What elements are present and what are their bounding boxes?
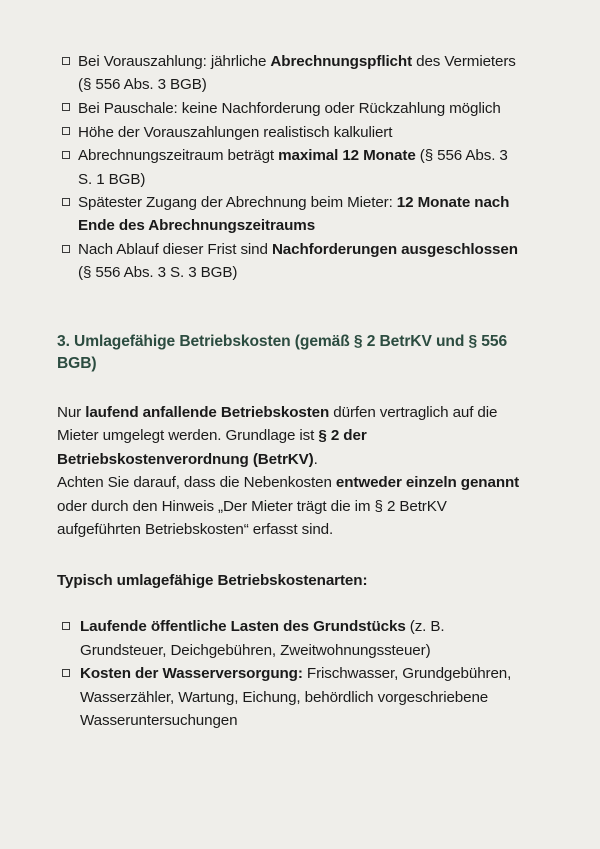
bottom-kosten-wasserversorgung-run-1: Frischwasser, Grundgebühren, Wasserzähler, Wartung, Eichung, behördlich vorgeschriebene Wasseruntersuchungen [80,665,512,729]
bottom-laufende-oeffentliche-lasten-run-1: (z. B. Grundsteuer, Deichgebühren, Zweitwohnungssteuer) [80,618,445,659]
top-abrechnungszeitraum-12-monate-run-1: maximal 12 Monate [278,147,416,165]
empty-checkbox-icon[interactable] [62,127,70,135]
top-abrechnungszeitraum-12-monate-run-0: Abrechnungszeitraum beträgt [78,147,279,165]
bottom-checklist [57,615,525,732]
spacer-after-paragraph [57,541,525,570]
top-pauschale-keine-nachforderung-run-0: Bei Pauschale: keine Nachforderung oder Rückzahlung möglich [78,99,501,117]
paragraph-run-3: § 2 der Betriebskostenverordnung (BetrKV) [57,427,367,468]
top-checklist [57,50,525,285]
checklist-item[interactable] [57,191,525,237]
checklist-item[interactable] [57,50,525,96]
spacer-after-heading [57,375,525,401]
top-abrechnungszeitraum-12-monate-run-2: (§ 556 Abs. 3 S. 1 BGB) [78,147,508,188]
top-nachforderungen-ausgeschlossen-run-1: Nachforderungen ausgeschlossen [271,241,518,259]
checklist-item-label [78,194,509,234]
checklist-item[interactable] [57,97,525,120]
spacer-after-subheading [57,592,525,615]
top-nachforderungen-ausgeschlossen-run-2: (§ 556 Abs. 3 S. 3 BGB) [78,264,238,282]
top-hoehe-vorauszahlungen-run-0: Höhe der Vorauszahlungen realistisch kalkuliert [78,123,393,141]
empty-checkbox-icon[interactable] [62,103,70,111]
checklist-item-label [80,665,511,728]
section-heading: 3. Umlagefähige Betriebskosten (gemäß § 2 BetrKV und § 556 BGB) [57,333,508,373]
paragraph-run-6: oder durch den Hinweis „Der Mieter trägt die im § 2 BetrKV aufgeführten Betriebskosten“ erfasst sind. [57,497,447,539]
checklist-item-label [78,100,501,117]
top-vorauszahlung-abrechnungspflicht-run-2: des Vermieters (§ 556 Abs. 3 BGB) [78,53,516,94]
empty-checkbox-icon[interactable] [62,198,70,206]
paragraph-run-2: dürfen vertraglich auf die Mieter umgelegt werden. Grundlage ist [57,404,498,445]
paragraph-run-4: . [313,450,318,468]
checklist-item-label [78,124,392,141]
bottom-laufende-oeffentliche-lasten-run-0: Laufende öffentliche Lasten des Grundstücks [80,618,406,636]
paragraph-run-1: laufend anfallende Betriebskosten [85,404,330,422]
section-paragraph [57,401,525,541]
checklist-item-label [78,147,508,187]
empty-checkbox-icon[interactable] [62,622,70,630]
empty-checkbox-icon[interactable] [62,669,70,677]
empty-checkbox-icon[interactable] [62,151,70,159]
checklist-item[interactable] [57,238,525,284]
top-nachforderungen-ausgeschlossen-run-0: Nach Ablauf dieser Frist sind [78,241,272,259]
checklist-item[interactable] [57,662,525,732]
paragraph-run-5: entweder einzeln genannt [335,474,520,492]
empty-checkbox-icon[interactable] [62,57,70,65]
spacer-before-heading [57,285,525,331]
top-vorauszahlung-abrechnungspflicht-run-0: Bei Vorauszahlung: jährliche [78,53,271,70]
checklist-item[interactable] [57,144,525,190]
checklist-item-label [78,53,516,93]
top-spaetester-zugang-run-0: Spätester Zugang der Abrechnung beim Mieter: [78,194,397,212]
top-vorauszahlung-abrechnungspflicht-run-1: Abrechnungspflicht [270,53,413,70]
checklist-item[interactable] [57,615,525,661]
bottom-kosten-wasserversorgung-run-0: Kosten der Wasserversorgung: [80,665,303,683]
checklist-item[interactable] [57,121,525,144]
top-spaetester-zugang-run-1: 12 Monate nach Ende des Abrechnungszeitraums [78,194,510,235]
sub-heading: Typisch umlagefähige Betriebskostenarten: [57,572,368,590]
paragraph-run-4-1: Achten Sie darauf, dass die Nebenkosten [57,474,336,492]
checklist-item-label [80,618,445,658]
empty-checkbox-icon[interactable] [62,245,70,253]
checklist-item-label [78,241,518,281]
paragraph-run-0: Nur [57,404,86,422]
